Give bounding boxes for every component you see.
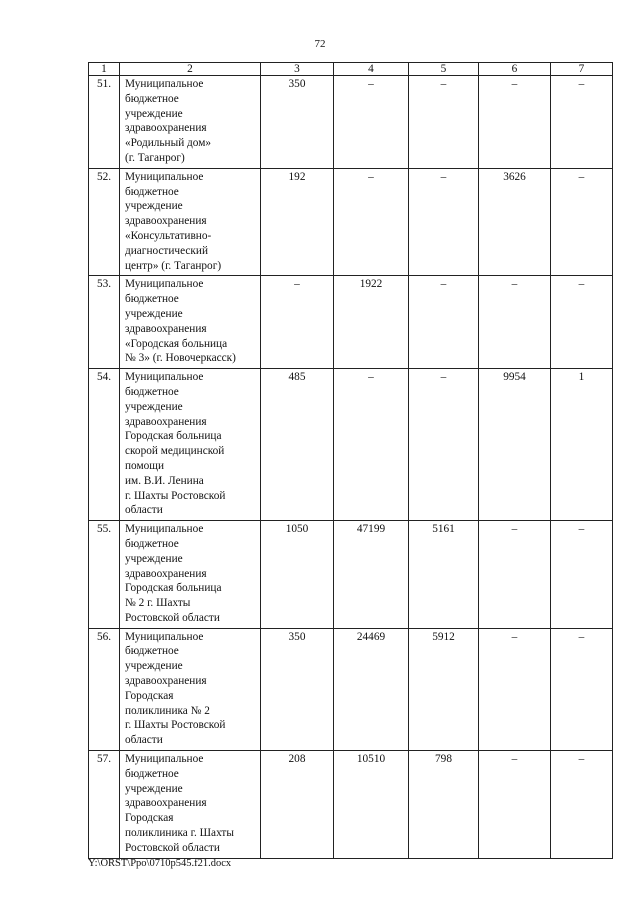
institution-name-line: бюджетное <box>125 645 179 658</box>
value-cell-c7: – <box>551 521 613 629</box>
value-cell-c3: 350 <box>261 628 334 750</box>
value-cell-c3: – <box>261 276 334 369</box>
column-header: 3 <box>261 63 334 76</box>
value-cell-c3: 208 <box>261 751 334 859</box>
value-cell-c4: 10510 <box>334 751 409 859</box>
table-row <box>89 628 613 750</box>
column-header: 2 <box>120 63 261 76</box>
value-cell-c5: 5161 <box>409 521 479 629</box>
value-cell-c6: – <box>479 76 551 169</box>
value-cell-c4: 24469 <box>334 628 409 750</box>
value-cell-c7: – <box>551 276 613 369</box>
value-cell-c4: – <box>334 168 409 276</box>
value-cell-c6: 9954 <box>479 369 551 521</box>
column-header: 5 <box>409 63 479 76</box>
institution-name <box>120 369 261 521</box>
institution-name-line: области <box>125 734 163 747</box>
row-number: 57. <box>89 751 120 859</box>
institution-name-line: «Консультативно- <box>125 229 212 242</box>
value-cell-c6: – <box>479 276 551 369</box>
institution-name-line: здравоохранения <box>125 215 207 228</box>
row-number: 53. <box>89 276 120 369</box>
institution-name-line: здравоохранения <box>125 567 207 580</box>
row-number: 56. <box>89 628 120 750</box>
value-cell-c7: 1 <box>551 369 613 521</box>
institution-name-line: Муниципальное <box>125 170 204 183</box>
institution-name-line: «Родильный дом» <box>125 137 212 150</box>
value-cell-c5: – <box>409 276 479 369</box>
table-row <box>89 76 613 169</box>
header-row <box>89 63 613 76</box>
value-cell-c5: – <box>409 76 479 169</box>
institution-name <box>120 628 261 750</box>
column-header: 6 <box>479 63 551 76</box>
institution-name-line: бюджетное <box>125 293 179 306</box>
column-header: 7 <box>551 63 613 76</box>
institution-name-line: области <box>125 504 163 517</box>
institution-name-line: здравоохранения <box>125 322 207 335</box>
value-cell-c4: – <box>334 369 409 521</box>
value-cell-c5: 5912 <box>409 628 479 750</box>
row-number: 55. <box>89 521 120 629</box>
value-cell-c3: 485 <box>261 369 334 521</box>
institution-name-line: бюджетное <box>125 537 179 550</box>
institution-name-line: здравоохранения <box>125 122 207 135</box>
institution-name-line: Ростовской области <box>125 611 220 624</box>
institution-name-line: г. Шахты Ростовской <box>125 719 226 732</box>
row-number: 52. <box>89 168 120 276</box>
institution-name-line: бюджетное <box>125 767 179 780</box>
institution-name <box>120 521 261 629</box>
institution-name-line: бюджетное <box>125 385 179 398</box>
institution-name-line: № 2 г. Шахты <box>125 597 191 610</box>
institution-name-line: диагностический <box>125 244 208 257</box>
table-row <box>89 168 613 276</box>
institution-name-line: бюджетное <box>125 92 179 105</box>
institution-name-line: бюджетное <box>125 185 179 198</box>
institution-name-line: Муниципальное <box>125 371 204 384</box>
page-number: 72 <box>314 38 326 50</box>
institution-name-line: здравоохранения <box>125 415 207 428</box>
value-cell-c7: – <box>551 168 613 276</box>
value-cell-c3: 1050 <box>261 521 334 629</box>
institution-name-line: учреждение <box>125 782 183 795</box>
institution-name-line: Муниципальное <box>125 278 204 291</box>
value-cell-c3: 350 <box>261 76 334 169</box>
institution-name-line: Муниципальное <box>125 753 204 766</box>
institution-name-line: Муниципальное <box>125 523 204 536</box>
institution-name-line: Муниципальное <box>125 630 204 643</box>
value-cell-c5: – <box>409 369 479 521</box>
institution-name-line: здравоохранения <box>125 675 207 688</box>
institution-name-line: Городская <box>125 689 174 702</box>
value-cell-c6: – <box>479 521 551 629</box>
value-cell-c7: – <box>551 628 613 750</box>
institution-name-line: Городская больница <box>125 582 222 595</box>
institution-name-line: учреждение <box>125 200 183 213</box>
table-row <box>89 369 613 521</box>
institution-name <box>120 276 261 369</box>
institution-name-line: центр» (г. Таганрог) <box>125 259 222 272</box>
column-header: 4 <box>334 63 409 76</box>
value-cell-c6: – <box>479 751 551 859</box>
table-row <box>89 751 613 859</box>
value-cell-c7: – <box>551 751 613 859</box>
institution-name <box>120 751 261 859</box>
value-cell-c4: 47199 <box>334 521 409 629</box>
column-header: 1 <box>89 63 120 76</box>
table-row <box>89 276 613 369</box>
institution-name-line: учреждение <box>125 107 183 120</box>
value-cell-c4: 1922 <box>334 276 409 369</box>
institution-name-line: учреждение <box>125 400 183 413</box>
institution-name-line: скорой медицинской <box>125 445 225 458</box>
institution-name-line: (г. Таганрог) <box>125 151 185 164</box>
value-cell-c3: 192 <box>261 168 334 276</box>
institution-name-line: Ростовской области <box>125 841 220 854</box>
row-number: 51. <box>89 76 120 169</box>
institution-name-line: Городская <box>125 812 174 825</box>
value-cell-c6: 3626 <box>479 168 551 276</box>
institution-name <box>120 168 261 276</box>
row-number: 54. <box>89 369 120 521</box>
institution-name-line: учреждение <box>125 307 183 320</box>
institution-name-line: «Городская больница <box>125 337 228 350</box>
footer-file-path: Y:\ORST\Ppo\0710p545.f21.docx <box>88 858 232 869</box>
institution-name-line: поликлиника г. Шахты <box>125 827 234 840</box>
value-cell-c4: – <box>334 76 409 169</box>
value-cell-c5: 798 <box>409 751 479 859</box>
value-cell-c7: – <box>551 76 613 169</box>
institution-name-line: г. Шахты Ростовской <box>125 489 226 502</box>
table-row <box>89 521 613 629</box>
institution-name-line: № 3» (г. Новочеркасск) <box>125 352 236 365</box>
institution-name-line: учреждение <box>125 552 183 565</box>
institution-name-line: здравоохранения <box>125 797 207 810</box>
institution-name-line: помощи <box>125 459 165 472</box>
value-cell-c6: – <box>479 628 551 750</box>
institution-name-line: Городская больница <box>125 430 222 443</box>
institution-name-line: учреждение <box>125 660 183 673</box>
institution-name-line: им. В.И. Ленина <box>125 474 204 487</box>
institution-name-line: Муниципальное <box>125 78 204 90</box>
institution-name-line: поликлиника № 2 <box>125 704 210 717</box>
institution-name <box>120 76 261 169</box>
data-table <box>88 62 613 859</box>
value-cell-c5: – <box>409 168 479 276</box>
